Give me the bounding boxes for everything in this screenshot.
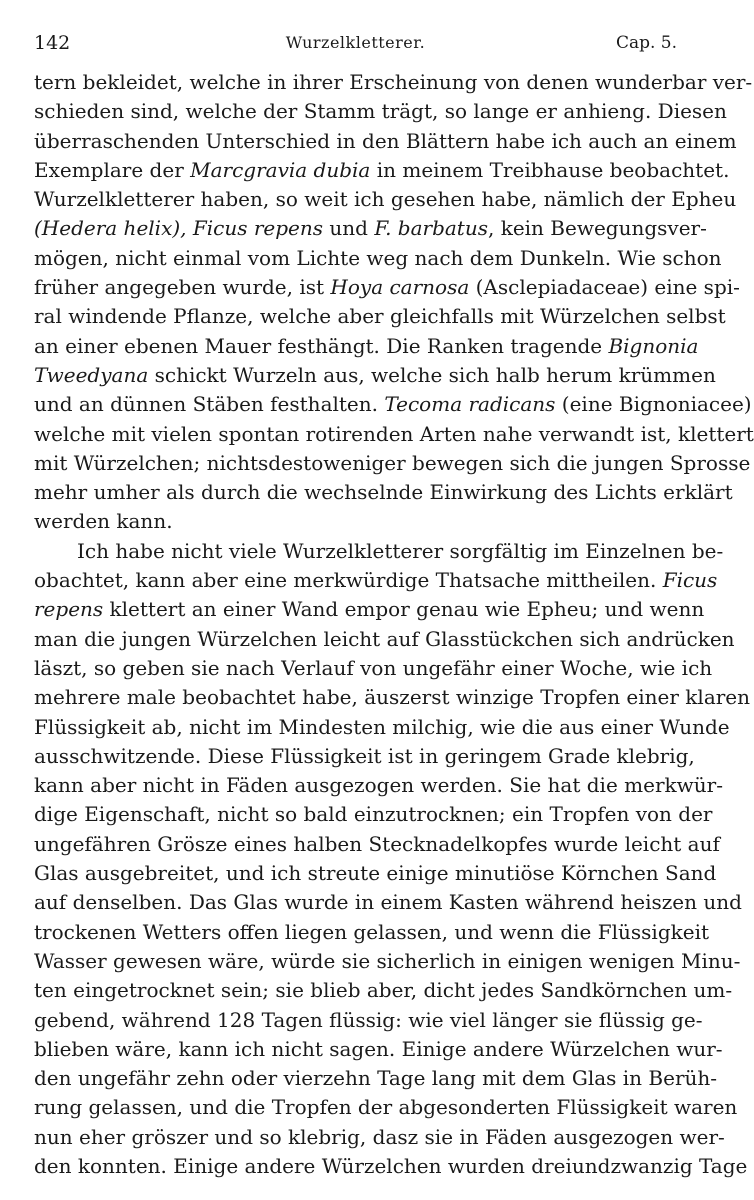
text-run: (eine Bignoniacee) [555, 392, 752, 417]
text-line [34, 859, 717, 888]
text-line [34, 478, 733, 507]
page-number: 142 [34, 32, 71, 54]
italic-term: repens [34, 597, 104, 622]
text-run: und [323, 216, 375, 241]
text-line [34, 1093, 738, 1122]
text-line [34, 127, 737, 156]
chapter-label: Cap. 5. [615, 33, 677, 53]
text-line [34, 537, 724, 566]
text-line [34, 273, 740, 302]
text-run: mehrere male beobachtet habe, äuszerst winzige Tropfen einer klaren [34, 685, 751, 710]
text-run: schickt Wurzeln aus, welche sich halb herum krümmen [148, 362, 716, 387]
text-run: läszt, so geben sie nach Verlauf von ungefähr einer Woche, wie ich [34, 655, 713, 680]
text-run: früher angegeben wurde, ist [34, 275, 331, 300]
text-run: ausschwitzende. Diese Flüssigkeit ist in geringem Grade klebrig, [34, 743, 695, 768]
text-run: mehr umher als durch die wechselnde Einwirkung des Lichts erklärt [34, 480, 733, 505]
text-line [34, 566, 718, 595]
text-line [34, 1035, 723, 1064]
text-line [34, 654, 713, 683]
text-run: werden kann. [34, 509, 173, 534]
text-run: (Asclepiadaceae) eine spi- [469, 275, 740, 300]
text-line [34, 947, 741, 976]
text-line [34, 1152, 748, 1181]
text-run: Exemplare der [34, 157, 191, 182]
text-run: obachtet, kann aber eine merkwürdige Thatsache mittheilen. [34, 568, 663, 593]
text-line [34, 625, 735, 654]
text-run: auf denselben. Das Glas wurde in einem Kasten während heiszen und [34, 890, 742, 915]
text-line [34, 800, 713, 829]
text-run: Wasser gewesen wäre, würde sie sicherlich in einigen wenigen Minu- [34, 948, 741, 973]
text-line [34, 156, 730, 185]
text-run: in meinem Treibhause beobachtet. [370, 157, 730, 182]
text-line [34, 1006, 703, 1035]
italic-term: Marcgravia dubia [190, 157, 371, 182]
text-run: und an dünnen Stäben festhalten. [34, 392, 385, 417]
text-run: Flüssigkeit ab, nicht im Mindesten milchig, wie die aus einer Wunde [34, 714, 730, 739]
text-run: Glas ausgebreitet, und ich streute einige minutiöse Körnchen Sand [34, 861, 717, 886]
text-line [34, 332, 699, 361]
text-run: ral windende Pflanze, welche aber gleichfalls mit Würzelchen selbst [34, 304, 726, 329]
text-run: , kein Bewegungsver- [487, 216, 707, 241]
text-run: mit Würzelchen; nichtsdestoweniger bewegen sich die jungen Sprosse [34, 450, 751, 475]
text-run: welche mit vielen spontan rotirenden Arten nahe verwandt ist, klettert [34, 421, 754, 446]
italic-term: F. barbatus [374, 216, 488, 241]
text-line [34, 214, 707, 243]
text-line [34, 302, 726, 331]
text-line [34, 244, 722, 273]
text-line [34, 68, 753, 97]
text-run: Wurzelkletterer haben, so weit ich gesehen habe, nämlich der Epheu [34, 187, 737, 212]
text-run: schieden sind, welche der Stamm trägt, so lange er anhieng. Diesen [34, 99, 727, 124]
text-line [34, 888, 742, 917]
text-line [34, 1123, 725, 1152]
text-line [34, 97, 727, 126]
running-title: Wurzelkletterer. [285, 33, 426, 52]
text-line [34, 390, 752, 419]
text-run: rung gelassen, und die Tropfen der abgesonderten Flüssigkeit waren [34, 1095, 738, 1120]
text-run: ungefähren Grösze eines halben Stecknadelkopfes wurde leicht auf [34, 831, 720, 856]
text-line [34, 742, 695, 771]
running-head [34, 28, 677, 58]
italic-term: Ficus [662, 568, 718, 593]
text-line [34, 420, 754, 449]
text-run: überraschenden Unterschied in den Blättern habe ich auch an einem [34, 128, 737, 153]
italic-term: (Hedera helix), Ficus repens [34, 216, 324, 241]
italic-term: Bignonia [608, 333, 699, 358]
italic-term: Tweedyana [34, 362, 149, 387]
italic-term: Tecoma radicans [384, 392, 556, 417]
text-run: nun eher gröszer und so klebrig, dasz sie in Fäden ausgezogen wer- [34, 1124, 725, 1149]
text-line [34, 918, 710, 947]
text-line [34, 713, 730, 742]
text-line [34, 683, 751, 712]
text-line [34, 1064, 718, 1093]
text-run: den ungefähr zehn oder vierzehn Tage lang mit dem Glas in Berüh- [34, 1066, 718, 1091]
text-line [34, 771, 723, 800]
text-run: Ich habe nicht viele Wurzelkletterer sorgfältig im Einzelnen be- [77, 538, 724, 563]
italic-term: Hoya carnosa [330, 275, 470, 300]
text-line [34, 830, 720, 859]
text-line [34, 449, 751, 478]
text-line [34, 507, 677, 536]
text-run: an einer ebenen Mauer festhängt. Die Ranken tragende [34, 333, 609, 358]
text-run: dige Eigenschaft, nicht so bald einzutrocknen; ein Tropfen von der [34, 802, 713, 827]
text-run: man die jungen Würzelchen leicht auf Glasstückchen sich andrücken [34, 626, 735, 651]
body-text [34, 68, 754, 1181]
text-run: gebend, während 128 Tagen flüssig: wie viel länger sie flüssig ge- [34, 1007, 703, 1032]
text-line [34, 361, 716, 390]
text-line [34, 595, 705, 624]
text-line [34, 976, 733, 1005]
text-run: ten eingetrocknet sein; sie blieb aber, dicht jedes Sandkörnchen um- [34, 978, 733, 1003]
text-run: mögen, nicht einmal vom Lichte weg nach dem Dunkeln. Wie schon [34, 245, 722, 270]
text-run: trockenen Wetters offen liegen gelassen, und wenn die Flüssigkeit [34, 919, 710, 944]
text-line [34, 185, 737, 214]
text-run: klettert an einer Wand empor genau wie Epheu; und wenn [103, 597, 705, 622]
text-run: kann aber nicht in Fäden ausgezogen werden. Sie hat die merkwür- [34, 773, 723, 798]
text-run: blieben wäre, kann ich nicht sagen. Einige andere Würzelchen wur- [34, 1036, 723, 1061]
text-run: tern bekleidet, welche in ihrer Erscheinung von denen wunderbar ver- [34, 70, 753, 94]
text-run: den konnten. Einige andere Würzelchen wurden dreiundzwanzig Tage [34, 1153, 748, 1178]
